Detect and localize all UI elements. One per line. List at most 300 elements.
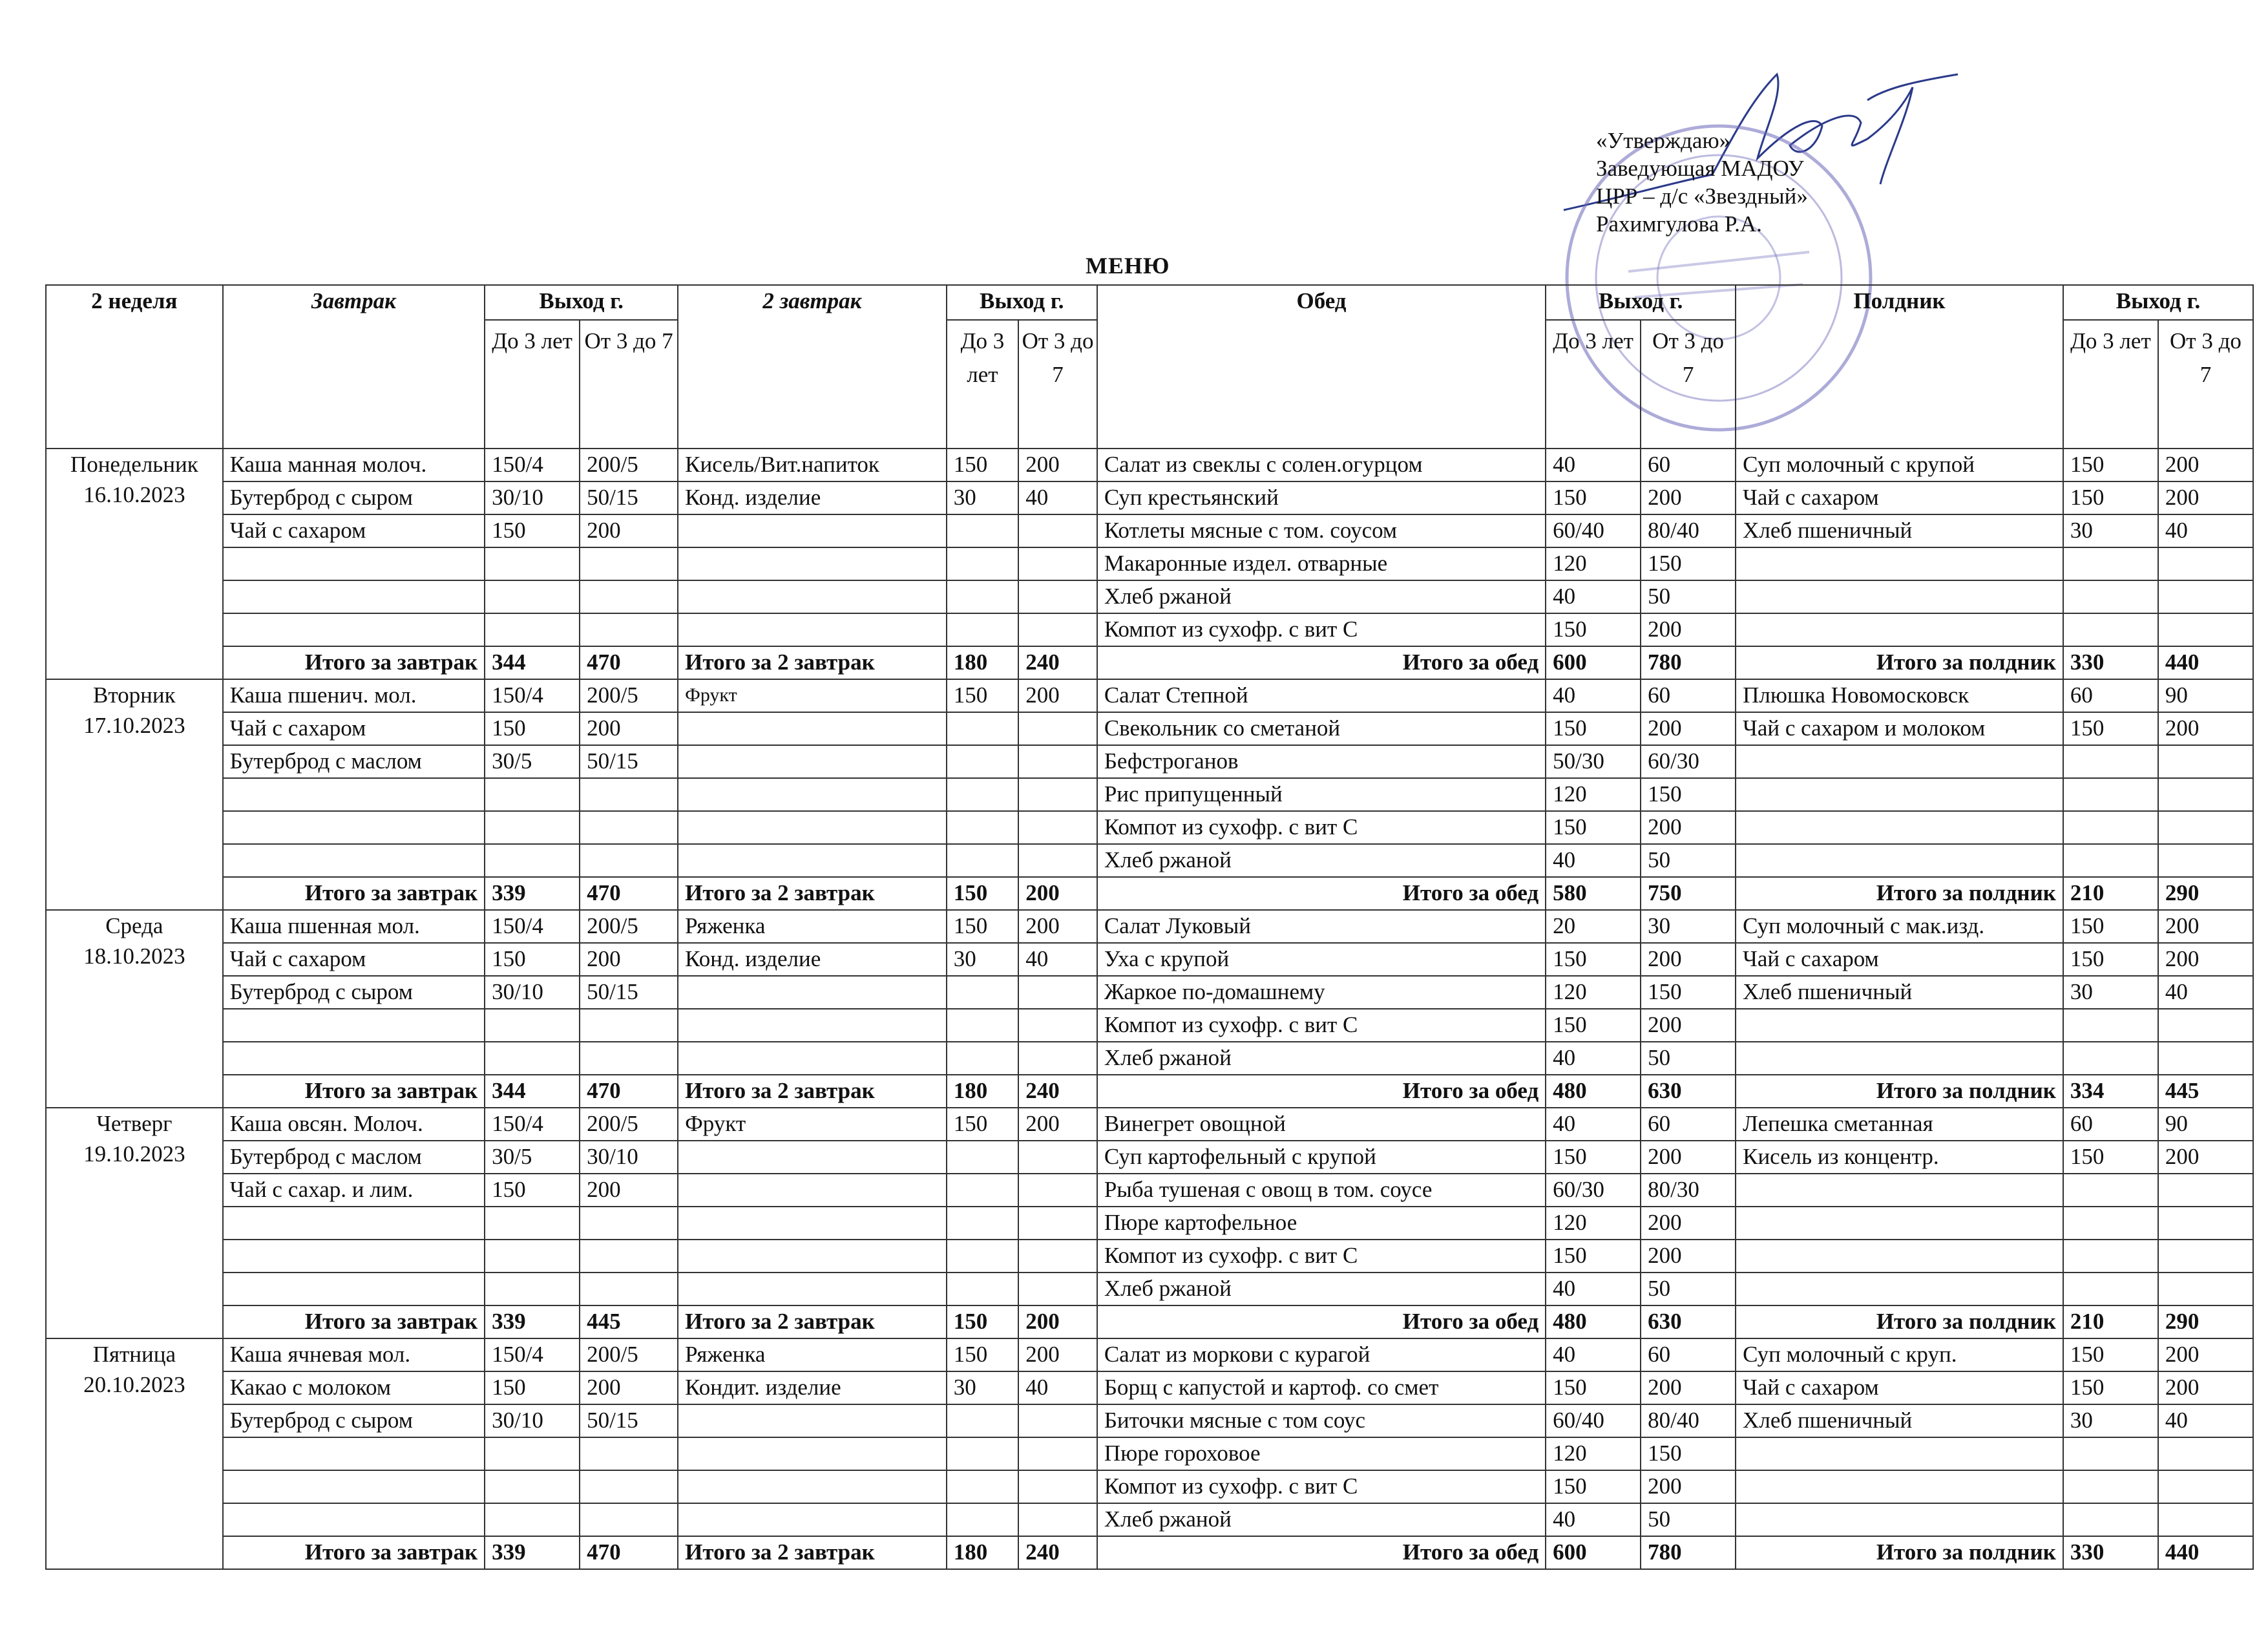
total-cell: 344 <box>485 1075 580 1108</box>
menu-cell: Хлеб пшеничный <box>1736 976 2063 1009</box>
menu-cell <box>947 1470 1018 1503</box>
menu-cell: 150 <box>2063 1371 2158 1404</box>
menu-cell <box>678 1503 947 1536</box>
menu-cell <box>1736 1437 2063 1470</box>
menu-cell <box>485 1207 580 1240</box>
menu-cell: 150 <box>485 712 580 745</box>
total-cell: Итого за обед <box>1097 1075 1546 1108</box>
menu-cell: 150 <box>947 1338 1018 1371</box>
menu-cell <box>678 976 947 1009</box>
menu-cell: 150 <box>1546 1371 1641 1404</box>
menu-cell: 200 <box>580 1174 678 1207</box>
total-cell: Итого за завтрак <box>223 1075 485 1108</box>
menu-cell: 30 <box>2063 976 2158 1009</box>
approval-line-2: Заведующая МАДОУ <box>1596 156 1804 181</box>
table-row <box>46 910 2253 943</box>
snack-output-header: Выход г. <box>2063 285 2253 320</box>
menu-cell: 80/40 <box>1641 514 1736 547</box>
total-cell: Итого за 2 завтрак <box>678 1536 947 1569</box>
menu-cell: Бутерброд с маслом <box>223 1141 485 1174</box>
menu-cell: Пюре картофельное <box>1097 1207 1546 1240</box>
menu-cell: Компот из сухофр. с вит С <box>1097 1470 1546 1503</box>
menu-cell <box>678 1207 947 1240</box>
menu-cell: Салат из моркови с курагой <box>1097 1338 1546 1371</box>
total-cell: 580 <box>1546 877 1641 910</box>
menu-cell: 150 <box>1546 1470 1641 1503</box>
menu-cell <box>947 1437 1018 1470</box>
menu-cell <box>580 811 678 844</box>
menu-cell: 150 <box>485 1174 580 1207</box>
menu-cell: 40 <box>2158 514 2253 547</box>
menu-cell: Фрукт <box>678 1108 947 1141</box>
menu-cell <box>485 844 580 877</box>
day-cell <box>46 679 223 910</box>
menu-cell <box>678 745 947 778</box>
table-row <box>46 1207 2253 1240</box>
menu-cell <box>678 1470 947 1503</box>
total-cell: 290 <box>2158 1305 2253 1338</box>
table-row <box>46 1009 2253 1042</box>
total-cell: 470 <box>580 646 678 679</box>
menu-cell: Кисель/Вит.напиток <box>678 449 947 481</box>
menu-cell <box>1736 1273 2063 1305</box>
menu-cell: 60/40 <box>1546 1404 1641 1437</box>
menu-cell: Плюшка Новомосковск <box>1736 679 2063 712</box>
table-row <box>46 613 2253 646</box>
menu-cell <box>223 1009 485 1042</box>
menu-cell: 50/15 <box>580 976 678 1009</box>
menu-cell: 60 <box>1641 679 1736 712</box>
menu-cell <box>485 613 580 646</box>
from3to7-header: От 3 до 7 <box>1641 320 1736 449</box>
table-row <box>46 449 2253 481</box>
menu-cell: 60 <box>1641 1338 1736 1371</box>
menu-cell: 200 <box>2158 910 2253 943</box>
total-cell: Итого за 2 завтрак <box>678 646 947 679</box>
menu-cell: 200 <box>1641 1009 1736 1042</box>
menu-cell: 200/5 <box>580 910 678 943</box>
total-cell: 210 <box>2063 877 2158 910</box>
total-cell: 445 <box>580 1305 678 1338</box>
menu-cell: 200 <box>580 1371 678 1404</box>
total-cell: 630 <box>1641 1075 1736 1108</box>
menu-cell <box>580 778 678 811</box>
day-cell <box>46 449 223 679</box>
totals-row <box>46 646 2253 679</box>
menu-cell: Чай с сахар. и лим. <box>223 1174 485 1207</box>
total-cell: Итого за полдник <box>1736 877 2063 910</box>
menu-cell <box>2158 1174 2253 1207</box>
menu-cell <box>947 514 1018 547</box>
menu-cell <box>223 1503 485 1536</box>
menu-cell <box>2158 778 2253 811</box>
menu-cell <box>1018 778 1097 811</box>
menu-cell <box>2063 811 2158 844</box>
menu-cell <box>2063 613 2158 646</box>
menu-cell: 30 <box>1641 910 1736 943</box>
menu-cell: Хлеб ржаной <box>1097 1503 1546 1536</box>
menu-cell <box>1018 1470 1097 1503</box>
menu-cell <box>2063 580 2158 613</box>
menu-cell: 120 <box>1546 1437 1641 1470</box>
menu-cell: Каша ячневая мол. <box>223 1338 485 1371</box>
menu-cell: 50/15 <box>580 745 678 778</box>
menu-cell <box>580 1470 678 1503</box>
menu-cell: 150/4 <box>485 1108 580 1141</box>
total-cell: Итого за 2 завтрак <box>678 1075 947 1108</box>
total-cell: 180 <box>947 1536 1018 1569</box>
total-cell: Итого за 2 завтрак <box>678 1305 947 1338</box>
menu-cell: 200 <box>1641 613 1736 646</box>
menu-cell <box>678 1404 947 1437</box>
menu-cell <box>2158 1009 2253 1042</box>
menu-cell: 200/5 <box>580 679 678 712</box>
menu-cell <box>223 778 485 811</box>
menu-cell: 20 <box>1546 910 1641 943</box>
menu-cell: Салат из свеклы с солен.огурцом <box>1097 449 1546 481</box>
menu-cell: 150 <box>947 679 1018 712</box>
totals-row <box>46 1305 2253 1338</box>
approval-line-4: Рахимгулова Р.А. <box>1596 211 1762 237</box>
menu-cell <box>223 1042 485 1075</box>
menu-cell <box>947 613 1018 646</box>
day-date: 17.10.2023 <box>83 713 185 738</box>
table-row <box>46 712 2253 745</box>
menu-cell <box>1736 745 2063 778</box>
total-cell: Итого за завтрак <box>223 1536 485 1569</box>
total-cell: 180 <box>947 1075 1018 1108</box>
menu-cell: 200 <box>1641 1371 1736 1404</box>
approval-line-1: «Утверждаю» <box>1596 128 1731 153</box>
menu-cell: 40 <box>1546 1273 1641 1305</box>
menu-cell: 150 <box>1546 1009 1641 1042</box>
menu-cell: Суп молочный с круп. <box>1736 1338 2063 1371</box>
menu-cell: 150 <box>1546 481 1641 514</box>
totals-row <box>46 1075 2253 1108</box>
menu-cell <box>223 1437 485 1470</box>
menu-cell: 150/4 <box>485 679 580 712</box>
menu-cell <box>580 613 678 646</box>
menu-cell: 200 <box>2158 481 2253 514</box>
menu-cell: 150/4 <box>485 1338 580 1371</box>
menu-cell <box>485 1470 580 1503</box>
day-name: Вторник <box>93 682 176 708</box>
menu-cell: 30/5 <box>485 1141 580 1174</box>
total-cell: 780 <box>1641 1536 1736 1569</box>
menu-cell: Хлеб ржаной <box>1097 580 1546 613</box>
menu-cell <box>580 580 678 613</box>
menu-cell <box>485 1042 580 1075</box>
menu-cell: Котлеты мясные с том. соусом <box>1097 514 1546 547</box>
menu-cell: Макаронные издел. отварные <box>1097 547 1546 580</box>
menu-cell: 40 <box>1546 1338 1641 1371</box>
menu-cell <box>947 745 1018 778</box>
menu-cell: Бутерброд с маслом <box>223 745 485 778</box>
day-name: Пятница <box>92 1342 176 1367</box>
menu-cell: 150 <box>1641 976 1736 1009</box>
menu-cell <box>2158 1273 2253 1305</box>
menu-cell <box>1736 547 2063 580</box>
menu-cell <box>2063 1009 2158 1042</box>
menu-cell: 150 <box>2063 943 2158 976</box>
menu-cell: 150 <box>1546 712 1641 745</box>
menu-cell: Суп молочный с крупой <box>1736 449 2063 481</box>
menu-cell <box>580 1207 678 1240</box>
menu-cell: Винегрет овощной <box>1097 1108 1546 1141</box>
menu-cell: 200/5 <box>580 1108 678 1141</box>
menu-cell <box>678 1174 947 1207</box>
menu-cell: 30 <box>947 1371 1018 1404</box>
menu-cell: Чай с сахаром <box>1736 481 2063 514</box>
table-row <box>46 1503 2253 1536</box>
menu-cell <box>485 1009 580 1042</box>
menu-cell <box>947 1207 1018 1240</box>
menu-cell <box>223 1207 485 1240</box>
total-cell: 344 <box>485 646 580 679</box>
menu-cell: 90 <box>2158 1108 2253 1141</box>
table-row <box>46 1371 2253 1404</box>
menu-cell: 50 <box>1641 844 1736 877</box>
menu-cell: 60 <box>2063 679 2158 712</box>
approval-block <box>1596 127 1958 238</box>
total-cell: 750 <box>1641 877 1736 910</box>
table-row <box>46 811 2253 844</box>
day-cell <box>46 1338 223 1569</box>
day-name: Четверг <box>96 1111 173 1136</box>
menu-cell: 200 <box>2158 712 2253 745</box>
menu-cell: Чай с сахаром и молоком <box>1736 712 2063 745</box>
menu-cell: 60 <box>1641 449 1736 481</box>
menu-cell: 30/10 <box>485 976 580 1009</box>
approval-line-3: ЦРР – д/с «Звездный» <box>1596 184 1808 209</box>
menu-cell <box>1018 1207 1097 1240</box>
table-row <box>46 745 2253 778</box>
menu-cell: 200 <box>580 712 678 745</box>
total-cell: 339 <box>485 1305 580 1338</box>
menu-cell <box>678 778 947 811</box>
total-cell: 150 <box>947 877 1018 910</box>
menu-cell: Каша пшенич. мол. <box>223 679 485 712</box>
menu-cell <box>678 514 947 547</box>
total-cell: 334 <box>2063 1075 2158 1108</box>
menu-table <box>45 284 2254 1570</box>
menu-cell: Конд. изделие <box>678 481 947 514</box>
total-cell: Итого за полдник <box>1736 1075 2063 1108</box>
menu-cell <box>2158 1207 2253 1240</box>
menu-cell <box>2063 1470 2158 1503</box>
menu-cell: 30/10 <box>485 1404 580 1437</box>
breakfast2-output-header: Выход г. <box>947 285 1097 320</box>
total-cell: 339 <box>485 1536 580 1569</box>
menu-cell <box>678 844 947 877</box>
menu-cell: 50/30 <box>1546 745 1641 778</box>
menu-cell <box>947 1273 1018 1305</box>
menu-cell: Чай с сахаром <box>223 514 485 547</box>
table-row <box>46 481 2253 514</box>
menu-cell <box>1018 613 1097 646</box>
menu-cell: 40 <box>2158 1404 2253 1437</box>
menu-cell: 200 <box>1641 1141 1736 1174</box>
table-row <box>46 976 2253 1009</box>
total-cell: Итого за завтрак <box>223 877 485 910</box>
menu-cell <box>947 712 1018 745</box>
menu-cell: 150 <box>1641 1437 1736 1470</box>
menu-cell <box>947 580 1018 613</box>
menu-cell <box>2063 1503 2158 1536</box>
menu-cell: Конд. изделие <box>678 943 947 976</box>
menu-cell <box>1018 1404 1097 1437</box>
menu-cell: 200 <box>1641 1240 1736 1273</box>
menu-cell: 150 <box>947 449 1018 481</box>
day-name: Понедельник <box>70 452 198 477</box>
menu-cell <box>1736 1503 2063 1536</box>
total-cell: 180 <box>947 646 1018 679</box>
menu-cell: 40 <box>1018 481 1097 514</box>
from3to7-header: От 3 до 7 <box>1018 320 1097 449</box>
menu-cell <box>947 976 1018 1009</box>
menu-cell <box>485 811 580 844</box>
menu-cell <box>678 1437 947 1470</box>
menu-cell <box>485 1273 580 1305</box>
menu-cell: 30/5 <box>485 745 580 778</box>
menu-cell: 50 <box>1641 1503 1736 1536</box>
menu-cell <box>947 778 1018 811</box>
menu-cell <box>678 613 947 646</box>
menu-cell: Кисель из концентр. <box>1736 1141 2063 1174</box>
menu-cell: 150 <box>485 943 580 976</box>
menu-cell: Свекольник со сметаной <box>1097 712 1546 745</box>
menu-cell: Компот из сухофр. с вит С <box>1097 811 1546 844</box>
menu-cell <box>1736 1240 2063 1273</box>
under3-header: До 3 лет <box>947 320 1018 449</box>
total-cell: Итого за обед <box>1097 877 1546 910</box>
menu-cell: Лепешка сметанная <box>1736 1108 2063 1141</box>
table-row <box>46 844 2253 877</box>
menu-cell: Компот из сухофр. с вит С <box>1097 1240 1546 1273</box>
menu-cell: 200 <box>1018 449 1097 481</box>
menu-cell: 150 <box>2063 1338 2158 1371</box>
menu-cell: 120 <box>1546 778 1641 811</box>
total-cell: 210 <box>2063 1305 2158 1338</box>
menu-cell: Жаркое по-домашнему <box>1097 976 1546 1009</box>
menu-cell: 200 <box>580 514 678 547</box>
day-cell <box>46 1108 223 1338</box>
totals-row <box>46 1536 2253 1569</box>
menu-cell: 200 <box>580 943 678 976</box>
lunch-header: Обед <box>1097 285 1546 449</box>
menu-cell: 150 <box>1641 547 1736 580</box>
menu-cell: Рыба тушеная с овощ в том. соусе <box>1097 1174 1546 1207</box>
menu-cell: 40 <box>2158 976 2253 1009</box>
menu-cell <box>2063 1174 2158 1207</box>
menu-cell <box>1018 1437 1097 1470</box>
menu-cell: Чай с сахаром <box>1736 1371 2063 1404</box>
menu-cell <box>2158 844 2253 877</box>
menu-cell: 150 <box>2063 449 2158 481</box>
menu-cell: Чай с сахаром <box>223 943 485 976</box>
menu-cell <box>1736 1470 2063 1503</box>
total-cell: Итого за полдник <box>1736 1536 2063 1569</box>
menu-cell <box>223 1273 485 1305</box>
menu-cell: 150 <box>1641 778 1736 811</box>
menu-cell: Бефстроганов <box>1097 745 1546 778</box>
menu-cell <box>2158 547 2253 580</box>
menu-cell <box>580 1437 678 1470</box>
breakfast-output-header: Выход г. <box>485 285 678 320</box>
menu-cell <box>1736 1207 2063 1240</box>
menu-cell: 60 <box>1641 1108 1736 1141</box>
menu-cell <box>1018 811 1097 844</box>
menu-cell <box>223 547 485 580</box>
menu-cell: 200 <box>1018 679 1097 712</box>
menu-cell: 200 <box>1641 1207 1736 1240</box>
menu-cell <box>947 1042 1018 1075</box>
breakfast-header: Завтрак <box>223 285 485 449</box>
total-cell: 200 <box>1018 1305 1097 1338</box>
menu-cell: 200 <box>1641 481 1736 514</box>
menu-cell <box>223 580 485 613</box>
menu-cell <box>947 844 1018 877</box>
menu-cell <box>678 547 947 580</box>
menu-cell <box>1736 580 2063 613</box>
menu-cell <box>947 1503 1018 1536</box>
breakfast2-header: 2 завтрак <box>678 285 947 449</box>
menu-cell: 200 <box>1641 1470 1736 1503</box>
total-cell: 480 <box>1546 1305 1641 1338</box>
menu-cell: 60/40 <box>1546 514 1641 547</box>
menu-cell <box>1018 514 1097 547</box>
snack-header: Полдник <box>1736 285 2063 449</box>
menu-cell: 50 <box>1641 1273 1736 1305</box>
menu-cell: Бутерброд с сыром <box>223 976 485 1009</box>
menu-cell: 200 <box>2158 943 2253 976</box>
menu-cell <box>2158 1042 2253 1075</box>
menu-cell <box>1018 1042 1097 1075</box>
menu-cell <box>580 547 678 580</box>
lunch-output-header: Выход г. <box>1546 285 1736 320</box>
menu-cell <box>2063 745 2158 778</box>
table-row <box>46 1174 2253 1207</box>
total-cell: Итого за обед <box>1097 1536 1546 1569</box>
menu-cell: Хлеб ржаной <box>1097 1273 1546 1305</box>
total-cell: Итого за обед <box>1097 646 1546 679</box>
menu-cell <box>485 778 580 811</box>
menu-cell <box>1018 712 1097 745</box>
menu-cell <box>1736 778 2063 811</box>
menu-cell <box>678 1009 947 1042</box>
menu-cell <box>947 1174 1018 1207</box>
menu-cell: Компот из сухофр. с вит С <box>1097 613 1546 646</box>
menu-cell: 40 <box>1546 1503 1641 1536</box>
day-name: Среда <box>105 913 163 938</box>
menu-cell <box>580 1240 678 1273</box>
menu-cell: 30/10 <box>580 1141 678 1174</box>
table-row <box>46 778 2253 811</box>
total-cell: Итого за завтрак <box>223 1305 485 1338</box>
menu-cell <box>580 1273 678 1305</box>
menu-cell <box>1018 580 1097 613</box>
total-cell: 440 <box>2158 646 2253 679</box>
menu-cell: 50/15 <box>580 1404 678 1437</box>
total-cell: 780 <box>1641 646 1736 679</box>
menu-cell: 120 <box>1546 1207 1641 1240</box>
menu-cell <box>678 1141 947 1174</box>
menu-cell <box>2063 1042 2158 1075</box>
menu-cell: Ряженка <box>678 1338 947 1371</box>
table-row <box>46 1338 2253 1371</box>
menu-cell <box>947 1141 1018 1174</box>
total-cell: 150 <box>947 1305 1018 1338</box>
